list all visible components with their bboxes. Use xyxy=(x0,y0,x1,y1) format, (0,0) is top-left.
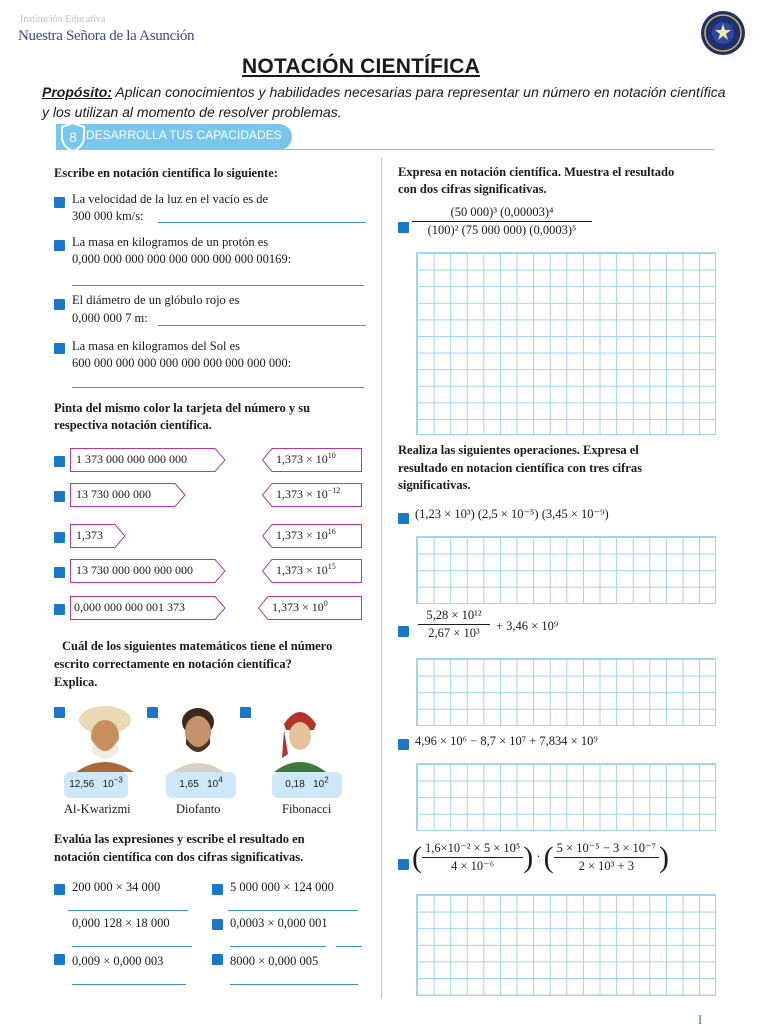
mathematician-number: 0,18 $10^2$ xyxy=(272,772,342,798)
bullet-icon xyxy=(54,343,65,354)
bullet-icon xyxy=(147,707,158,718)
bullet-icon xyxy=(398,513,409,524)
answer-line[interactable] xyxy=(72,285,364,286)
expression-text: 0,000 128 × 18 000 xyxy=(72,916,170,930)
work-grid[interactable] xyxy=(416,536,716,604)
purpose-text: Aplican conocimientos y habilidades necesarias para representar un número en notación científica y los utilizan al momento de resolver problemas. xyxy=(42,84,726,120)
sci-card[interactable] xyxy=(262,483,362,507)
left-sec3-title: Cuál de los siguientes matemáticos tiene el número xyxy=(62,639,333,653)
left-sec2-title: respectiva notación científica. xyxy=(54,418,212,432)
school-name: Nuestra Señora de la Asunción xyxy=(18,28,195,44)
answer-line[interactable] xyxy=(230,946,326,947)
mathematician-number: 12,56 $10^{-3}$ xyxy=(64,772,128,798)
sci-card[interactable] xyxy=(262,559,362,583)
item-text: 300 000 km/s: xyxy=(72,209,144,223)
number-card[interactable] xyxy=(70,559,226,583)
fraction-numerator: (50 000)³ (0,00003)⁴ xyxy=(412,204,592,222)
work-grid[interactable] xyxy=(416,763,716,831)
item-text: La masa en kilogramos de un protón es xyxy=(72,235,269,249)
answer-line[interactable] xyxy=(336,946,362,947)
item-text: El diámetro de un glóbulo rojo es xyxy=(72,293,240,307)
fraction-numerator: 1,6×10⁻² × 5 × 10⁵ xyxy=(422,840,523,858)
paren-close: ) xyxy=(523,841,534,874)
right-sec1-title: Expresa en notación científica. Muestra el resultado xyxy=(398,165,675,179)
number-card-text: 1 373 000 000 000 000 xyxy=(76,452,187,466)
bullet-icon xyxy=(54,707,65,718)
banner-divider xyxy=(56,149,714,150)
operation-4-fraction-a xyxy=(422,840,523,875)
answer-line[interactable] xyxy=(68,910,188,911)
work-grid[interactable] xyxy=(416,252,716,435)
item-text: 0,000 000 000 000 000 000 000 000 00169: xyxy=(72,252,292,266)
bullet-icon xyxy=(54,567,65,578)
sci-card[interactable] xyxy=(262,448,362,472)
left-sec1-title: Escribe en notación científica lo siguiente: xyxy=(54,166,278,180)
operation-2-fraction xyxy=(418,607,490,642)
school-emblem-icon xyxy=(700,10,746,56)
bullet-icon xyxy=(212,884,223,895)
answer-line[interactable] xyxy=(158,325,366,326)
answer-line[interactable] xyxy=(230,984,358,985)
number-card-text: 13 730 000 000 xyxy=(76,487,151,501)
paren-open: ( xyxy=(543,841,554,874)
sci-card-text: $1,373 \times 10^{-12}$ xyxy=(276,486,341,501)
right-sec2-title: Realiza las siguientes operaciones. Expresa el xyxy=(398,443,639,457)
sci-card-text: $1,373 \times 10^0$ xyxy=(272,599,328,614)
fraction-denominator: 2,67 × 10³ xyxy=(428,626,480,640)
fraction-denominator: 2 × 10³ + 3 xyxy=(578,859,634,873)
shield-number-icon xyxy=(60,122,86,152)
bullet-icon xyxy=(212,919,223,930)
bullet-icon xyxy=(398,739,409,750)
bullet-icon xyxy=(54,456,65,467)
paren-close: ) xyxy=(658,841,669,874)
number-card-text: 13 730 000 000 000 000 xyxy=(76,563,193,577)
bullet-icon xyxy=(54,197,65,208)
expression-text: 0,0003 × 0,000 001 xyxy=(230,916,328,930)
item-text: La velocidad de la luz en el vacío es de xyxy=(72,192,269,206)
answer-line[interactable] xyxy=(72,946,192,947)
operation-1: (1,23 × 10³) (2,5 × 10⁻⁵) (3,45 × 10⁻⁹) xyxy=(415,507,609,521)
expression-text: 5 000 000 × 124 000 xyxy=(230,880,334,894)
fibonacci-portrait-icon xyxy=(270,700,330,772)
fraction-denominator: (100)² (75 000 000) (0,0003)⁵ xyxy=(427,223,577,237)
multiply-dot: · xyxy=(536,849,541,864)
expression-text: 8000 × 0,000 005 xyxy=(230,954,319,968)
number-card-text: 0,000 000 000 001 373 xyxy=(74,600,185,614)
bullet-icon xyxy=(212,954,223,965)
bullet-icon xyxy=(54,532,65,543)
fraction-denominator: 4 × 10⁻⁶ xyxy=(451,859,495,873)
page-mark: I xyxy=(698,1013,703,1027)
number-card[interactable] xyxy=(70,483,186,507)
bullet-icon xyxy=(54,491,65,502)
expression-text: 200 000 × 34 000 xyxy=(72,880,161,894)
bullet-icon xyxy=(240,707,251,718)
right-sec2-title: significativas. xyxy=(398,478,471,492)
fraction-numerator: 5,28 × 10¹² xyxy=(418,607,490,625)
left-sec3-title: escrito correctamente en notación científica? xyxy=(54,657,292,671)
left-sec4-title: notación científica con dos cifras significativas. xyxy=(54,850,304,864)
number-card[interactable] xyxy=(70,524,126,548)
answer-line[interactable] xyxy=(72,984,186,985)
operation-3: 4,96 × 10⁶ − 8,7 × 10⁷ + 7,834 × 10⁹ xyxy=(415,734,598,748)
banner-title: DESARROLLA TUS CAPACIDADES xyxy=(86,128,282,142)
bullet-icon xyxy=(54,884,65,895)
diofanto-portrait-icon xyxy=(168,700,228,772)
number-card-text: 1,373 xyxy=(76,528,103,542)
mathematician-number: 1,65 $10^4$ xyxy=(166,772,236,798)
operation-4-fraction-b xyxy=(554,840,659,875)
bullet-icon xyxy=(54,954,65,965)
bullet-icon xyxy=(398,222,409,233)
bullet-icon xyxy=(54,299,65,310)
svg-text:8: 8 xyxy=(69,129,77,145)
item-text: 600 000 000 000 000 000 000 000 000 000: xyxy=(72,356,292,370)
purpose xyxy=(42,82,732,122)
work-grid[interactable] xyxy=(416,894,716,996)
answer-line[interactable] xyxy=(72,387,364,388)
number-card[interactable] xyxy=(70,596,226,620)
operation-2-tail: + 3,46 × 10⁹ xyxy=(496,619,559,633)
sci-card-text: $1,373 \times 10^{16}$ xyxy=(276,527,336,542)
operation-4 xyxy=(412,840,669,875)
answer-line[interactable] xyxy=(228,910,358,911)
sci-card-text: $1,373 \times 10^{10}$ xyxy=(276,451,336,466)
expression-text: 0,009 × 0,000 003 xyxy=(72,954,164,968)
mathematician-name: Al-Kwarizmi xyxy=(64,802,131,816)
page-title: NOTACIÓN CIENTÍFICA xyxy=(242,55,480,78)
sci-card[interactable] xyxy=(258,596,362,620)
right-sec1-title: con dos cifras significativas. xyxy=(398,182,547,196)
paren-open: ( xyxy=(412,841,422,874)
work-grid[interactable] xyxy=(416,658,716,726)
answer-line[interactable] xyxy=(158,222,366,223)
bullet-icon xyxy=(54,604,65,615)
mathematician-name: Diofanto xyxy=(176,802,221,816)
bullet-icon xyxy=(54,240,65,251)
left-sec3-title: Explica. xyxy=(54,675,98,689)
mathematician-name: Fibonacci xyxy=(282,802,332,816)
al-kwarizmi-portrait-icon xyxy=(70,700,140,772)
item-text: 0,000 000 7 m: xyxy=(72,311,148,325)
sci-card[interactable] xyxy=(262,524,362,548)
item-text: La masa en kilogramos del Sol es xyxy=(72,339,241,353)
sci-card-text: $1,373 \times 10^{15}$ xyxy=(276,562,336,577)
purpose-label: Propósito: xyxy=(42,84,112,100)
left-sec2-title: Pinta del mismo color la tarjeta del número y su xyxy=(54,401,311,415)
school-name-small: Institución Educativa xyxy=(20,14,106,25)
left-sec4-title: Evalúa las expresiones y escribe el resultado en xyxy=(54,832,305,846)
number-card[interactable] xyxy=(70,448,226,472)
bullet-icon xyxy=(398,859,409,870)
right-sec2-title: resultado en notacion científica con tres cifras xyxy=(398,461,642,475)
column-divider xyxy=(381,158,382,998)
bullet-icon xyxy=(398,626,409,637)
fraction-1 xyxy=(412,204,592,239)
fraction-numerator: 5 × 10⁻⁵ − 3 × 10⁻⁷ xyxy=(554,840,659,858)
